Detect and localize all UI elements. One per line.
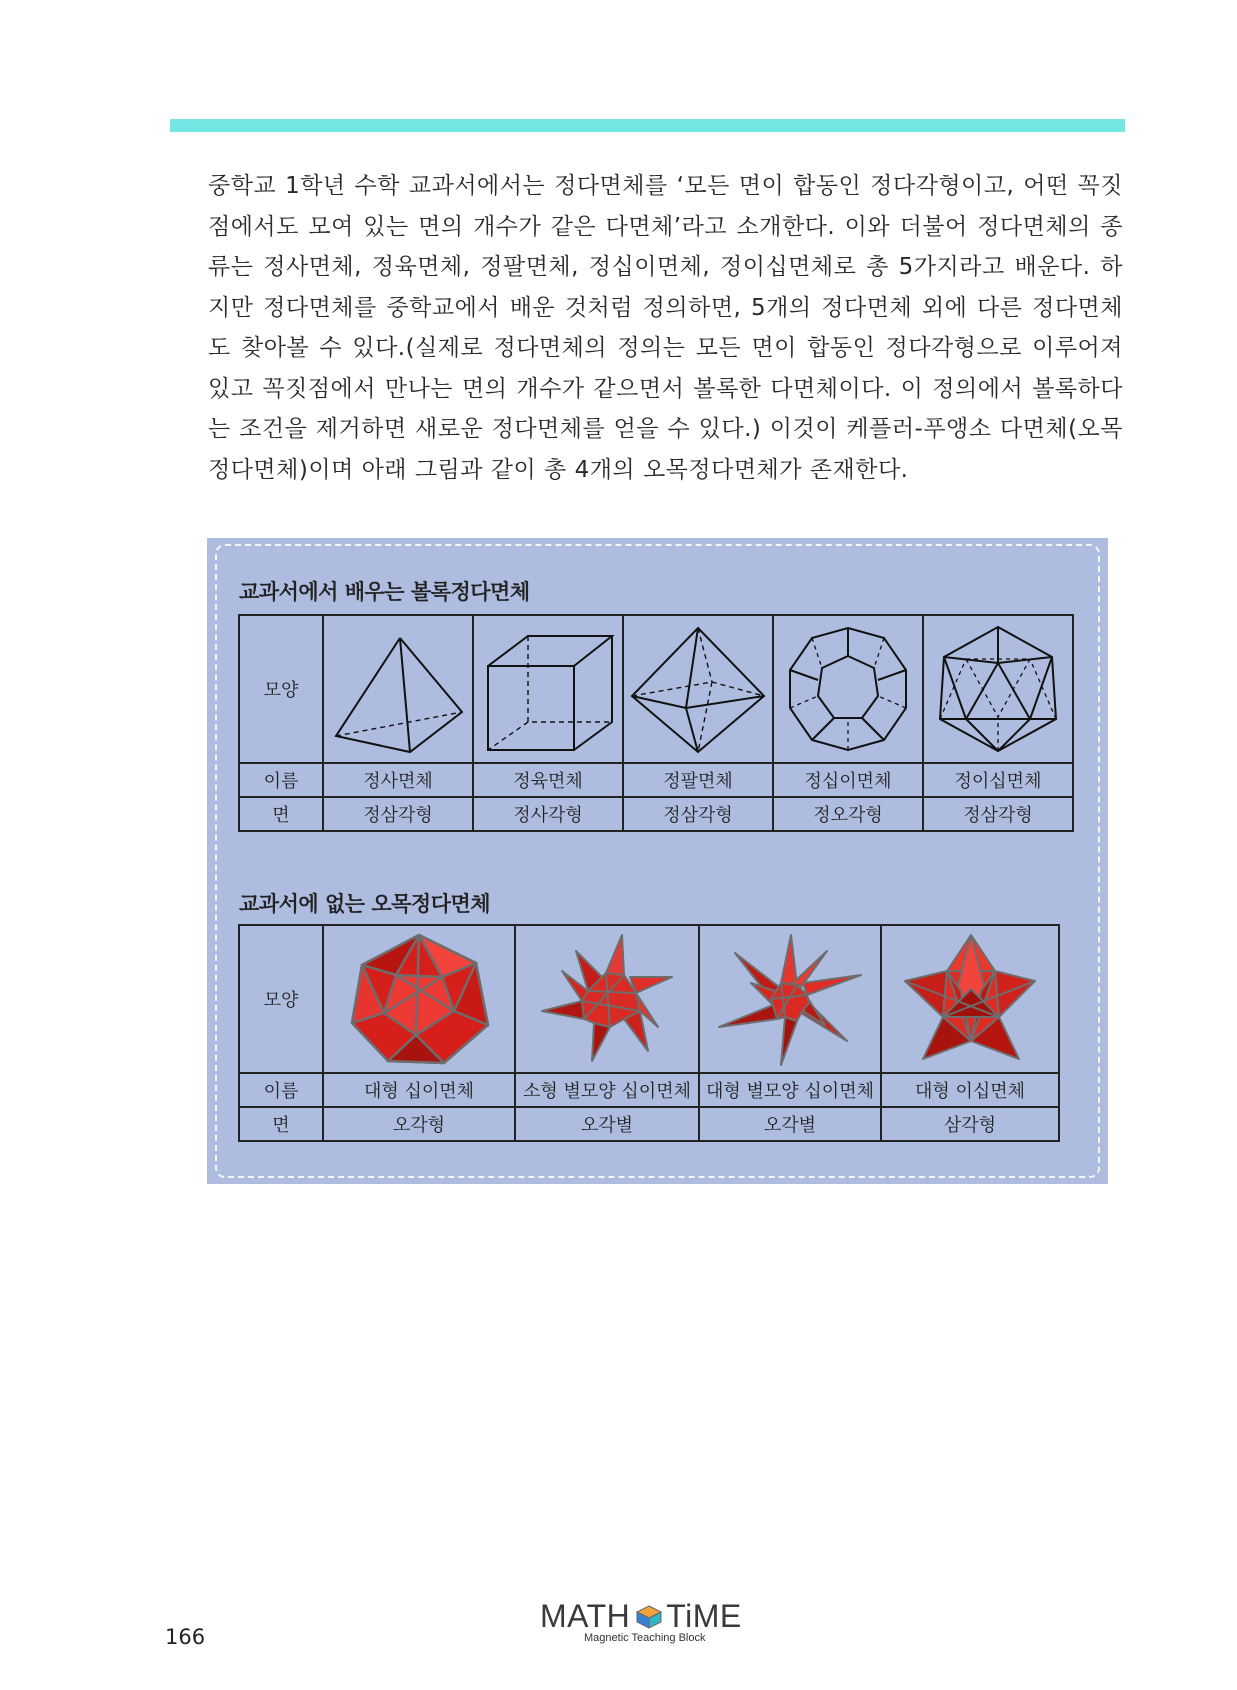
solid-name: 소형 별모양 십이면체 [515,1073,699,1107]
cube-cell [473,615,623,763]
solid-face: 정삼각형 [923,797,1073,831]
cube-logo-icon [634,1604,664,1630]
page-number: 166 [165,1625,206,1649]
solid-face: 정삼각형 [323,797,473,831]
solid-name: 대형 십이면체 [323,1073,515,1107]
row-label-shape: 모양 [239,925,323,1073]
solid-name: 정팔면체 [623,763,773,797]
polyhedra-figure-panel [207,538,1108,1184]
great-dodecahedron-cell [323,925,515,1073]
row-label-name: 이름 [239,763,323,797]
tetrahedron-icon [328,624,468,754]
octahedron-icon [628,624,768,754]
solid-face: 정삼각형 [623,797,773,831]
solid-face: 삼각형 [881,1107,1059,1141]
row-label-face: 면 [239,797,323,831]
great-icosahedron-cell [881,925,1059,1073]
solid-name: 대형 이십면체 [881,1073,1059,1107]
row-label-shape: 모양 [239,615,323,763]
tetrahedron-cell [323,615,473,763]
body-paragraph: 중학교 1학년 수학 교과서에서는 정다면체를 ‘모든 면이 합동인 정다각형이고, 어떤 꼭짓점에서도 모여 있는 면의 개수가 같은 다면체’라고 소개한다. 이와 더불어 정다면체의 종류는 정사면체, 정육면체, 정팔면체, 정십이면체, 정이십면체로 총 5가지라고 배운다. 하지만 정다면체를 중학교에서 배운 것처럼 정의하면, 5개의 정다면체 외에 다른 정다면체도 찾아볼 수 있다.(실제로 정다면체의 정의는 모든 면이 합동인 정다각형으로 이루어져 있고 꼭짓점에서 만나는 면의 개수가 같으면서 볼록한 다면체이다. 이 정의에서 볼록하다는 조건을 제거하면 새로운 정다면체를 얻을 수 있다.) 이것이 케플러-푸앵소 다면체(오목정다면체)이며 아래 그림과 같이 총 4개의 오목정다면체가 존재한다. [208,173,1123,483]
row-label-face: 면 [239,1107,323,1141]
solid-face: 오각별 [515,1107,699,1141]
great-dodecahedron-icon [344,931,494,1067]
header-accent-bar [170,119,1125,132]
logo-text-right: TiME [666,1598,742,1634]
convex-section-title: 교과서에서 배우는 볼록정다면체 [239,580,530,604]
solid-name: 대형 별모양 십이면체 [699,1073,881,1107]
great-stellated-dodecahedron-icon [715,931,865,1067]
concave-section-title: 교과서에 없는 오목정다면체 [239,892,491,916]
icosahedron-cell [923,615,1073,763]
solid-name: 정육면체 [473,763,623,797]
convex-polyhedra-table [238,614,1074,832]
solid-face: 정오각형 [773,797,923,831]
concave-polyhedra-table [238,924,1060,1142]
great-icosahedron-icon [895,931,1045,1067]
solid-face: 오각형 [323,1107,515,1141]
cube-icon [478,624,618,754]
octahedron-cell [623,615,773,763]
small-stellated-dodecahedron-cell [515,925,699,1073]
row-label-name: 이름 [239,1073,323,1107]
great-stellated-dodecahedron-cell [699,925,881,1073]
math-time-logo [540,1598,750,1648]
dodecahedron-cell [773,615,923,763]
solid-face: 오각별 [699,1107,881,1141]
solid-name: 정이십면체 [923,763,1073,797]
icosahedron-icon [928,623,1068,755]
small-stellated-dodecahedron-icon [532,931,682,1067]
solid-name: 정사면체 [323,763,473,797]
solid-face: 정사각형 [473,797,623,831]
dodecahedron-icon [778,624,918,754]
solid-name: 정십이면체 [773,763,923,797]
logo-text-left: MATH [540,1598,631,1634]
logo-tagline: Magnetic Teaching Block [584,1632,706,1644]
